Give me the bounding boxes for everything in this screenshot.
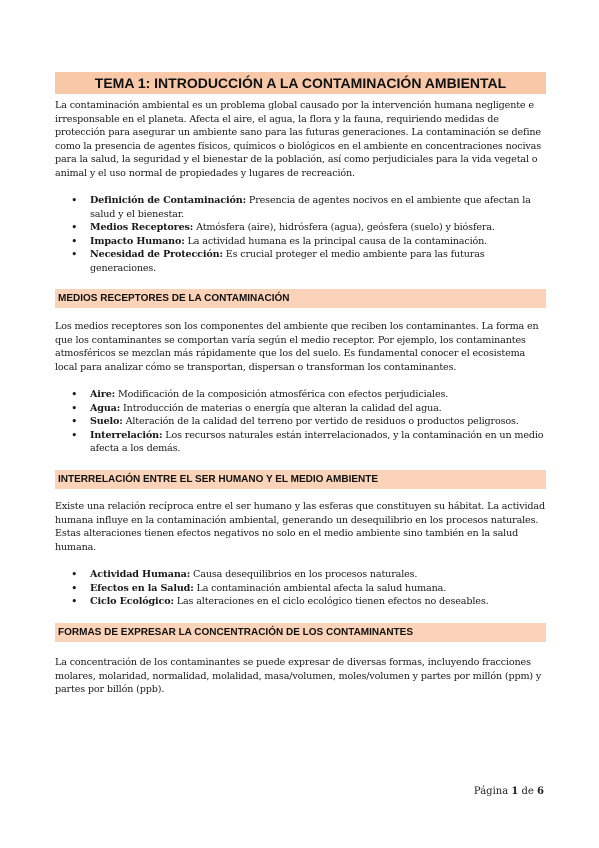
bullet-text: Causa desequilibrios en los procesos naturales. [190,569,418,580]
bullet-term: Interrelación: [90,429,163,441]
section-paragraph: Los medios receptores son los componentes del ambiente que reciben los contaminantes. La forma en que los contaminantes se comportan varía según el medio receptor. Por ejemplo, los contaminantes atmosféricos se mezclan más rápidamente que los del suelo. Es fundamental conocer el ecosistema local para analizar cómo se transportan, dispersan o transforman los contaminantes. [55,321,539,373]
bullet-text: Introducción de materias o energía que alteran la calidad del agua. [120,402,442,414]
list-item [55,235,547,249]
bullet-term: Efectos en la Salud: [90,582,194,594]
bullet-term: Ciclo Ecológico: [90,596,174,607]
bullet-term: Impacto Humano: [90,235,185,247]
bullet-term: Definición de Contaminación: [90,195,247,206]
section-heading-interrelacion: INTERRELACIÓN ENTRE EL SER HUMANO Y EL MEDIO AMBIENTE [55,470,546,489]
list-item [55,388,547,402]
list-item [55,248,547,275]
page-of: de [521,786,534,797]
section-heading-medios-receptores: MEDIOS RECEPTORES DE LA CONTAMINACIÓN [55,289,546,308]
bullet-term: Agua: [90,402,121,414]
bullet-text: Modificación de la composición atmosférica con efectos perjudiciales. [115,389,449,400]
bullet-text: Presencia de agentes nocivos en el ambiente que afectan la salud y el bienestar. [90,195,531,220]
bullet-text: Atmósfera (aire), hidrósfera (agua), geósfera (suelo) y biósfera. [193,222,495,233]
section-paragraph: La concentración de los contaminantes se puede expresar de diversas formas, incluyendo fracciones molares, molaridad, normalidad, molalidad, masa/volumen, moles/volumen y partes por millón (ppm) y partes por billón (ppb). [55,657,542,695]
list-item [55,402,547,416]
bullet-term: Necesidad de Protección: [90,249,223,260]
bullet-text: Es crucial proteger el medio ambiente para las futuras generaciones. [90,249,485,274]
list-item [55,221,547,235]
page-title: TEMA 1: INTRODUCCIÓN A LA CONTAMINACIÓN AMBIENTAL [55,72,546,94]
bullet-term: Suelo: [90,416,123,427]
bullet-term: Aire: [90,389,116,400]
list-item [55,582,547,596]
bullet-text: La actividad humana es la principal causa de la contaminación. [184,235,488,247]
section1-bullet-list [55,388,547,456]
page-number [474,786,544,797]
bullet-term: Medios Receptores: [90,222,194,233]
bullet-text: Alteración de la calidad del terreno por vertido de residuos o productos peligrosos. [122,416,519,427]
list-item [55,415,547,429]
total-pages: 6 [537,786,544,797]
section-paragraph: Existe una relación recíproca entre el ser humano y las esferas que constituyen su hábitat. La actividad humana influye en la contaminación ambiental, generando un desequilibrio en los procesos naturales. Estas alteraciones tienen efectos negativos no solo en el medio ambiente sino también en la salud humana. [55,501,545,553]
current-page: 1 [511,786,519,797]
intro-paragraph: La contaminación ambiental es un problema global causado por la intervención humana negligente e irresponsable en el planeta. Afecta el aire, el agua, la flora y la fauna, requiriendo medidas de protección para asegurar un ambiente sano para las futuras generaciones. La contaminación se define como la presencia de agentes físicos, químicos o biológicos en el ambiente en concentraciones nocivas para la salud, la seguridad y el bienestar de la población, así como perjudiciales para la vida vegetal o animal y el uso normal de propiedades y lugares de recreación. [55,100,541,179]
bullet-text: Los recursos naturales están interrelacionados, y la contaminación en un medio afecta a los demás. [90,429,544,454]
bullet-text: Las alteraciones en el ciclo ecológico tienen efectos no deseables. [173,596,489,607]
page-label: Página [473,786,509,797]
section-heading-concentracion: FORMAS DE EXPRESAR LA CONCENTRACIÓN DE LOS CONTAMINANTES [55,623,546,642]
list-item [55,429,547,456]
bullet-text: La contaminación ambiental afecta la salud humana. [193,582,447,594]
bullet-term: Actividad Humana: [90,569,191,580]
list-item [55,194,547,221]
list-item [55,568,547,582]
intro-bullet-list [55,194,547,275]
section2-bullet-list [55,568,547,609]
list-item [55,595,547,609]
